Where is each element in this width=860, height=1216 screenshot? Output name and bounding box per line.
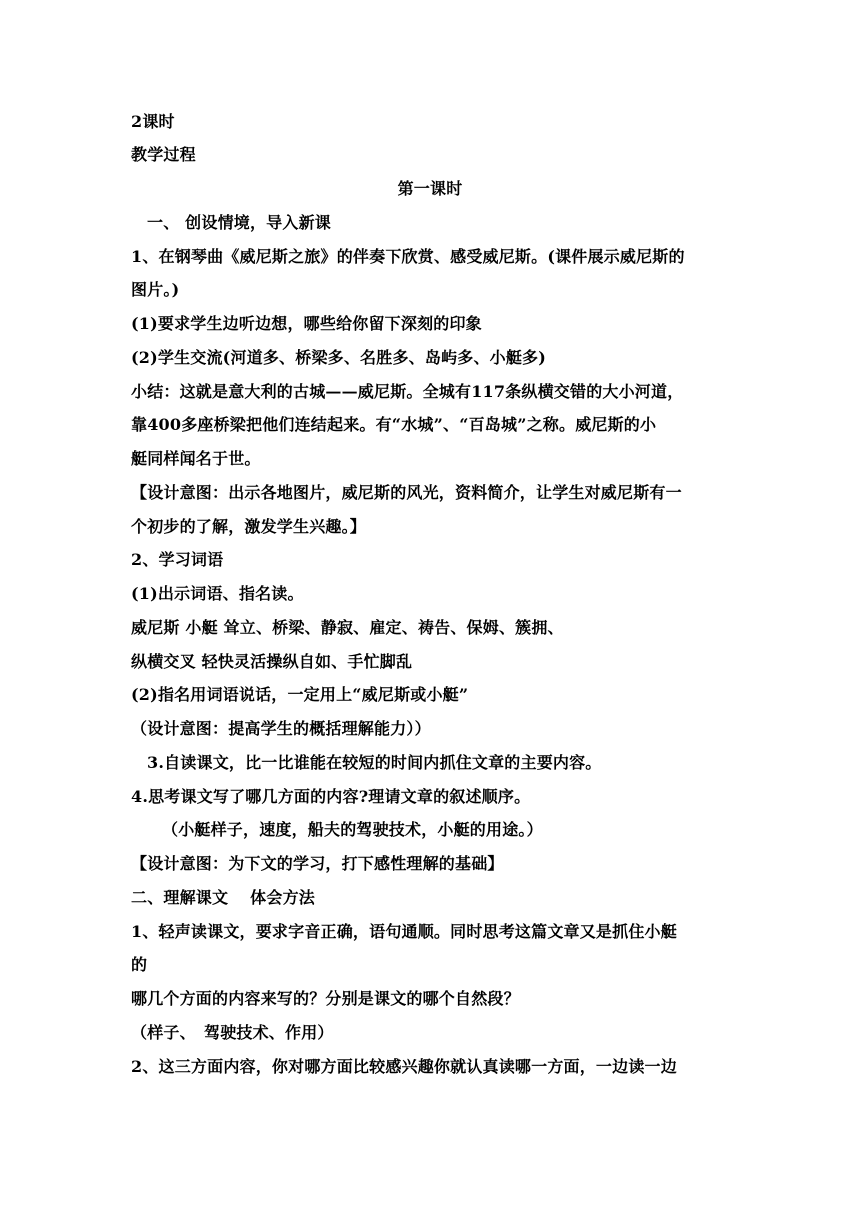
paragraph-line: 1、在钢琴曲《威尼斯之旅》的伴奏下欣赏、感受威尼斯。(课件展示威尼斯的 <box>131 247 685 266</box>
section-two-heading: 二、理解课文 体会方法 <box>131 888 315 907</box>
paragraph-line: (2)指名用词语说话，一定用上“威尼斯或小艇” <box>131 685 469 704</box>
lesson-hours: 2课时 <box>131 112 175 131</box>
paragraph-line: 3.自读课文，比一比谁能在较短的时间内抓住文章的主要内容。 <box>147 753 602 772</box>
paragraph-line: 2、这三方面内容，你对哪方面比较感兴趣你就认真读哪一方面，一边读一边 <box>131 1057 677 1076</box>
vocabulary-line: 威尼斯 小艇 耸立、桥梁、静寂、雇定、祷告、保姆、簇拥、 <box>131 618 564 637</box>
paragraph-line: (1)出示词语、指名读。 <box>131 584 304 603</box>
vocabulary-line: 纵横交叉 轻快灵活操纵自如、手忙脚乱 <box>131 652 413 671</box>
design-intent-note: 个初步的了解，激发学生兴趣。】 <box>131 517 367 536</box>
paragraph-line: (2)学生交流(河道多、桥梁多、名胜多、岛屿多、小艇多) <box>131 348 547 367</box>
design-intent-note: （设计意图：提高学生的概括理解能力）） <box>131 719 431 738</box>
paragraph-line: 图片。) <box>131 280 180 299</box>
design-intent-note: 【设计意图：为下文的学习，打下感性理解的基础】 <box>131 854 504 873</box>
paragraph-line: （小艇样子，速度，船夫的驾驶技术，小艇的用途。） <box>162 820 543 839</box>
subsection-heading: 2、学习词语 <box>131 550 224 569</box>
paragraph-line: 1、轻声读课文，要求字音正确，语句通顺。同时思考这篇文章又是抓住小艇 <box>131 922 677 941</box>
paragraph-line: 的 <box>131 955 148 974</box>
paragraph-line: 4.思考课文写了哪几方面的内容?理请文章的叙述顺序。 <box>131 787 531 806</box>
teaching-process-heading: 教学过程 <box>131 145 196 164</box>
paragraph-line: 小结：这就是意大利的古城——威尼斯。全城有117条纵横交错的大小河道， <box>131 382 684 401</box>
first-lesson-title: 第一课时 <box>397 179 463 198</box>
paragraph-line: 哪几个方面的内容来写的？分别是课文的哪个自然段？ <box>131 989 520 1008</box>
design-intent-note: 【设计意图：出示各地图片，威尼斯的风光，资料简介，让学生对威尼斯有一 <box>131 483 682 502</box>
section-one-heading: 一、 创设情境，导入新课 <box>147 213 331 232</box>
paragraph-line: （样子、 驾驶技术、作用） <box>131 1023 334 1042</box>
paragraph-line: 艇同样闻名于世。 <box>131 449 261 468</box>
paragraph-line: 靠400多座桥梁把他们连结起来。有“水城”、“百岛城”之称。威尼斯的小 <box>131 415 657 434</box>
paragraph-line: (1)要求学生边听边想，哪些给你留下深刻的印象 <box>131 314 482 333</box>
